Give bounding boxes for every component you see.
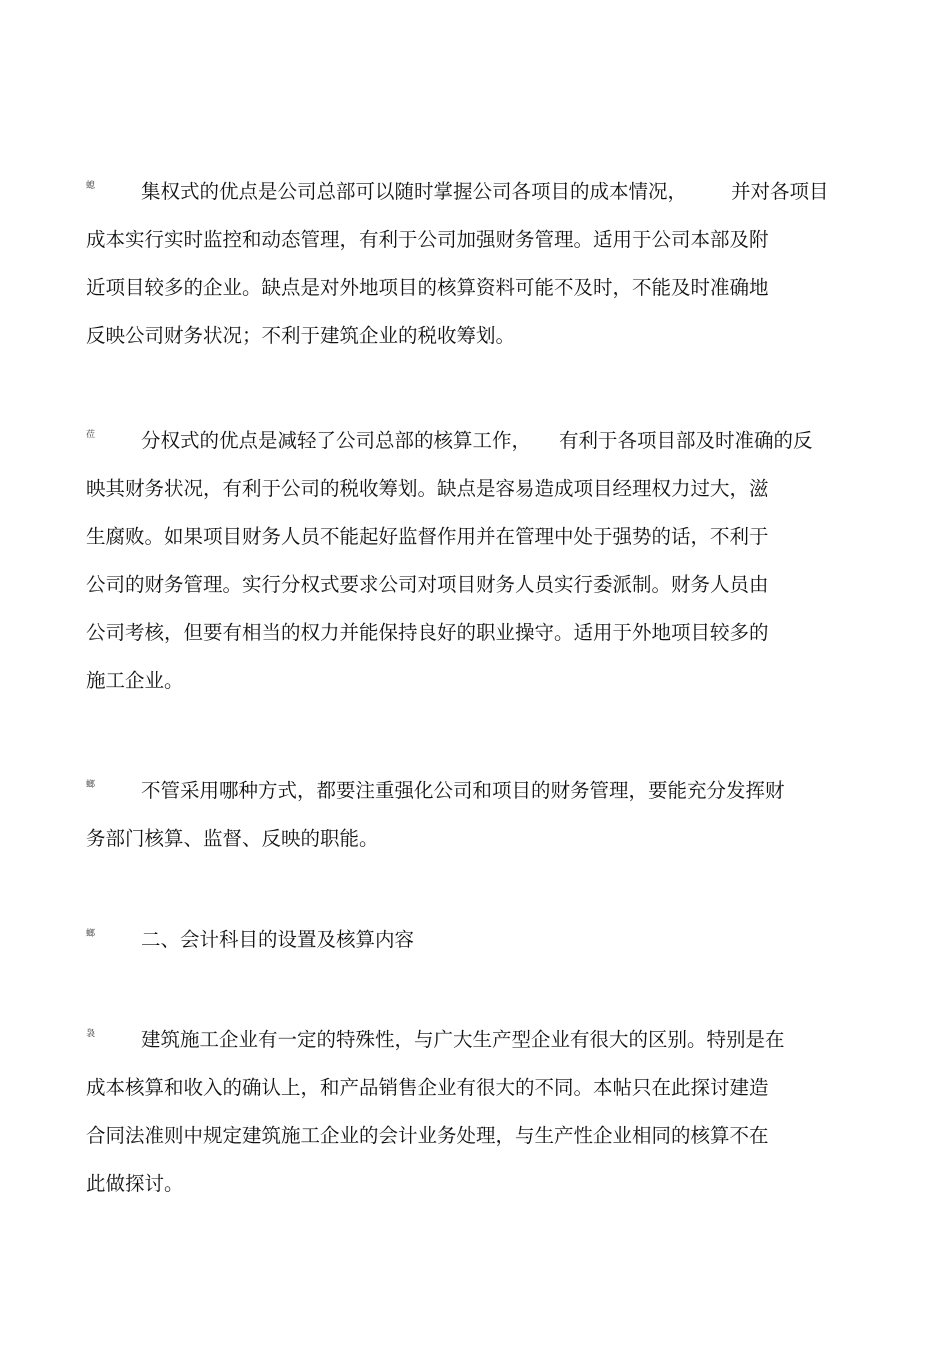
paragraph-decentralized <box>86 417 876 705</box>
section-heading <box>86 916 876 964</box>
paragraph-marker: 莅 <box>86 430 96 440</box>
paragraph-line: 此做探讨。 <box>86 1172 184 1195</box>
paragraph-marker: 螅 <box>86 181 96 191</box>
paragraph-line: 映其财务状况，有利于公司的税收筹划。缺点是容易造成项目经理权力过大，滋 <box>86 477 769 500</box>
paragraph-construction <box>86 1016 876 1208</box>
paragraph-line: 生腐败。如果项目财务人员不能起好监督作用并在管理中处于强势的话，不利于 <box>86 525 769 548</box>
paragraph-marker: 螂 <box>86 929 96 939</box>
paragraph-marker: 螂 <box>86 780 96 790</box>
paragraph-marker: 袅 <box>86 1029 96 1039</box>
paragraph-line: 公司考核，但要有相当的权力并能保持良好的职业操守。适用于外地项目较多的 <box>86 621 769 644</box>
paragraph-line: 成本核算和收入的确认上，和产品销售企业有很大的不同。本帖只在此探讨建造 <box>86 1076 769 1099</box>
paragraph-centralized <box>86 168 876 360</box>
paragraph-line: 反映公司财务状况；不利于建筑企业的税收筹划。 <box>86 324 516 347</box>
paragraph-line: 建筑施工企业有一定的特殊性，与广大生产型企业有很大的区别。特别是在 <box>141 1028 785 1051</box>
paragraph-line: 集权式的优点是公司总部可以随时掌握公司各项目的成本情况， 并对各项目 <box>141 180 829 203</box>
paragraph-line: 施工企业。 <box>86 669 184 692</box>
paragraph-line: 成本实行实时监控和动态管理，有利于公司加强财务管理。适用于公司本部及附 <box>86 228 769 251</box>
paragraph-line: 务部门核算、监督、反映的职能。 <box>86 827 379 850</box>
paragraph-either-way <box>86 767 876 863</box>
paragraph-line: 分权式的优点是减轻了公司总部的核算工作， 有利于各项目部及时准确的反 <box>141 429 813 452</box>
heading-text: 二、会计科目的设置及核算内容 <box>141 928 415 951</box>
paragraph-line: 近项目较多的企业。缺点是对外地项目的核算资料可能不及时，不能及时准确地 <box>86 276 769 299</box>
paragraph-line: 合同法准则中规定建筑施工企业的会计业务处理，与生产性企业相同的核算不在 <box>86 1124 769 1147</box>
paragraph-line: 公司的财务管理。实行分权式要求公司对项目财务人员实行委派制。财务人员由 <box>86 573 769 596</box>
paragraph-line: 不管采用哪种方式，都要注重强化公司和项目的财务管理，要能充分发挥财 <box>141 779 785 802</box>
